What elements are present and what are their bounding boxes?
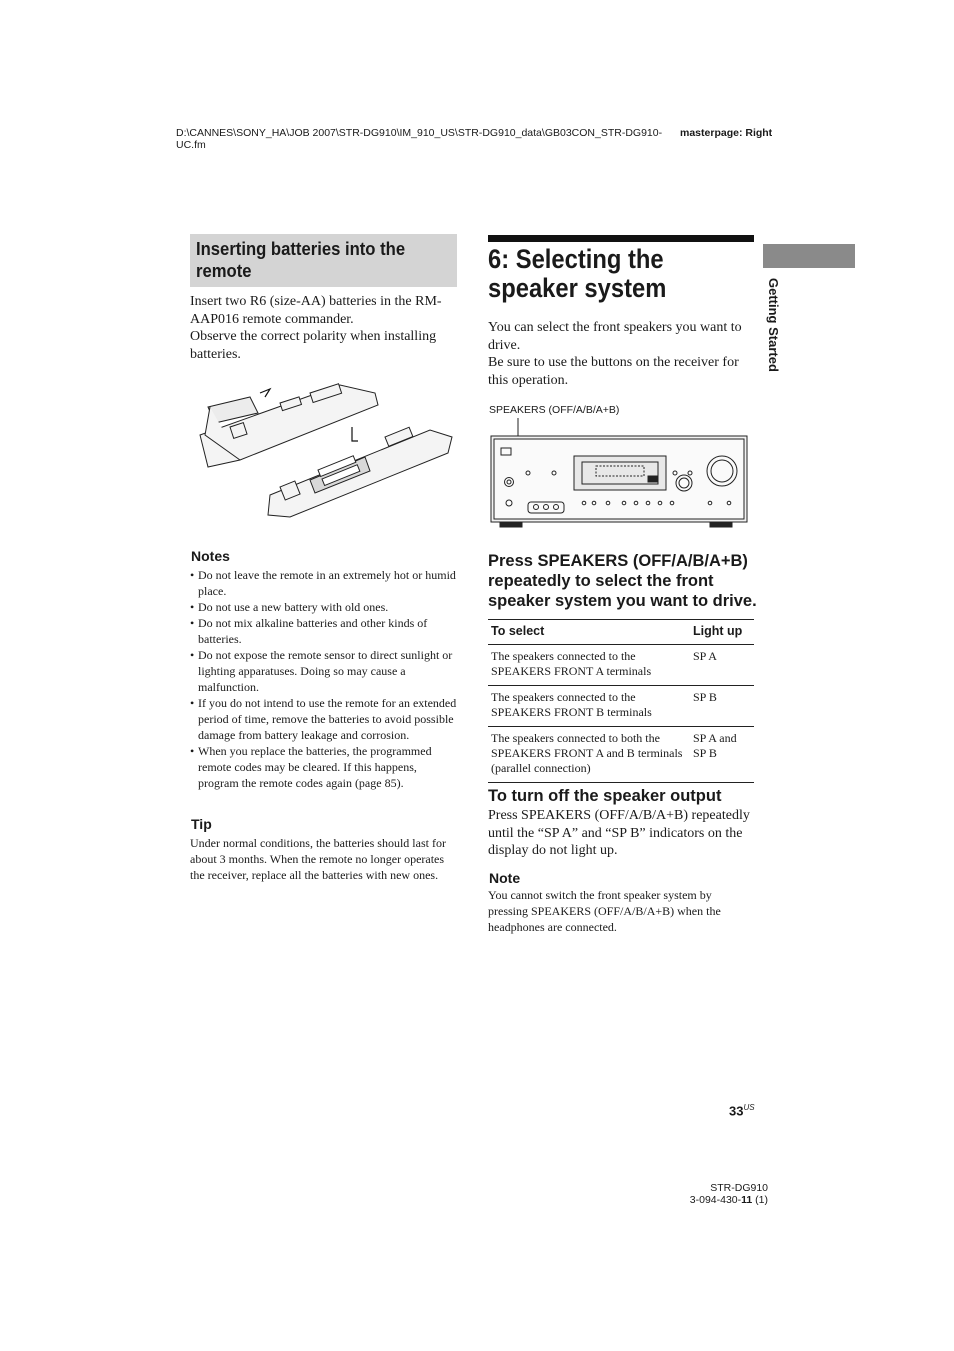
- table-cell: SP B: [690, 686, 754, 727]
- note-item: • Do not expose the remote sensor to direct sunlight or lighting apparatuses. Doing so may cause a malfunction.: [190, 647, 458, 695]
- turnoff-heading: To turn off the speaker output: [488, 787, 722, 805]
- note-item: • If you do not intend to use the remote for an extended period of time, remove the batteries to avoid possible damage from battery leakage and corrosion.: [190, 695, 458, 743]
- part-bold: 11: [741, 1194, 753, 1206]
- tip-text: Under normal conditions, the batteries should last for about 3 months. When the remote no longer operates the receiver, replace all the batteries with new ones.: [190, 836, 446, 882]
- title-rule: [488, 235, 754, 242]
- page-number: [729, 1103, 755, 1118]
- table-cell: SP A and SP B: [690, 727, 754, 783]
- battery-intro: [190, 293, 458, 363]
- header-to-select: To select: [488, 620, 690, 645]
- note-item: • When you replace the batteries, the programmed remote codes may be cleared. If this happens, program the remote codes again (page 85).: [190, 743, 458, 791]
- page-title: 6: Selecting the speaker system: [488, 244, 667, 303]
- masterpage-label: masterpage: Right: [680, 127, 773, 139]
- table-cell: The speakers connected to both the SPEAKERS FRONT A and B terminals (parallel connection): [488, 727, 690, 783]
- part-number: [684, 1194, 768, 1206]
- remote-battery-illustration: [190, 375, 458, 525]
- tip-heading: Tip: [191, 816, 212, 832]
- part-prefix: 3-094-430-: [689, 1194, 742, 1206]
- footer-codes: [684, 1182, 768, 1206]
- table-row: [488, 645, 754, 686]
- table-cell: The speakers connected to the SPEAKERS FRONT A terminals: [488, 645, 690, 686]
- page-number-suffix: US: [743, 1103, 755, 1112]
- battery-intro-line-2: Observe the correct polarity when installing batteries.: [190, 329, 437, 362]
- table-row: [488, 727, 754, 783]
- turnoff-text: Press SPEAKERS (OFF/A/B/A+B) repeatedly until the “SP A” and “SP B” indicators on the display do not light up.: [488, 808, 750, 858]
- table-cell: The speakers connected to the SPEAKERS FRONT B terminals: [488, 686, 690, 727]
- page-number-value: 33: [729, 1103, 744, 1119]
- speaker-table: [488, 619, 754, 783]
- note-heading: Note: [489, 870, 521, 886]
- note-item: • Do not leave the remote in an extremely hot or humid place.: [190, 567, 458, 599]
- note-item: • Do not use a new battery with old ones.: [190, 599, 458, 615]
- receiver-illustration: [488, 416, 750, 530]
- table-header-row: [488, 620, 754, 645]
- table-row: [488, 686, 754, 727]
- speaker-table-wrap: [488, 619, 754, 783]
- battery-intro-line-1: Insert two R6 (size-AA) batteries in the RM-AAP016 remote commander.: [190, 294, 442, 327]
- file-path-header: D:\CANNES\SONY_HA\JOB 2007\STR-DG910\IM_910_US\STR-DG910_data\GB03CON_STR-DG910-UC.fm: [176, 127, 663, 151]
- note-item: • Do not mix alkaline batteries and other kinds of batteries.: [190, 615, 458, 647]
- header-light-up: Light up: [690, 620, 754, 645]
- table-cell: SP A: [690, 645, 754, 686]
- speaker-intro-line-1: You can select the front speakers you want to drive.: [488, 320, 742, 353]
- figure-label: SPEAKERS (OFF/A/B/A+B): [489, 404, 620, 416]
- note-text: You cannot switch the front speaker system by pressing SPEAKERS (OFF/A/B/A+B) when the headphones are connected.: [488, 888, 721, 934]
- part-suffix: (1): [752, 1194, 768, 1206]
- side-tab-label: Getting Started: [766, 278, 781, 372]
- model-code: STR-DG910: [710, 1182, 768, 1194]
- press-instruction: Press SPEAKERS (OFF/A/B/A+B) repeatedly to select the front speaker system you want to drive.: [488, 552, 757, 610]
- notes-list: [190, 567, 458, 791]
- notes-heading: Notes: [191, 548, 230, 564]
- section-title: Inserting batteries into the remote: [196, 238, 406, 281]
- speaker-intro: [488, 319, 758, 389]
- speaker-intro-line-2: Be sure to use the buttons on the receiver for this operation.: [488, 355, 739, 388]
- side-tab-bar: [763, 244, 855, 268]
